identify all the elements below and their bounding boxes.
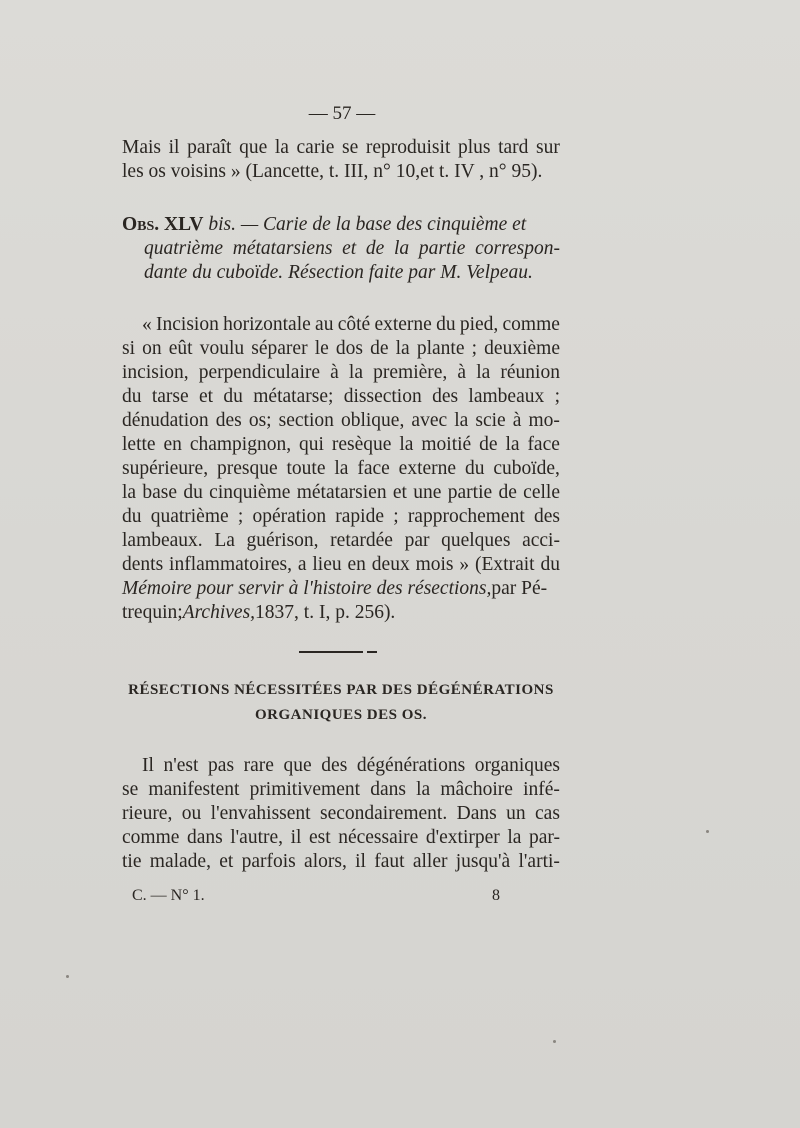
obs-heading-line [144,261,560,285]
text-line [122,601,560,625]
text-line [122,577,560,601]
line-text: les os voisins » (Lancette, t. III, n° 10,et t. IV , n° 95). [122,161,543,182]
section-rule [299,651,363,653]
text-line [142,754,560,778]
text-line [142,313,560,337]
line-text: « Incision horizontale au côté externe du pied, comme [142,314,560,335]
obs-label: Obs. XLV [122,214,204,235]
obs-title-text: quatrième métatarsiens et de la partie correspon- [144,238,560,259]
text-line [122,553,560,577]
paper-speck [553,1040,556,1043]
text-line [122,361,560,385]
line-text: Mais il paraît que la carie se reproduisit plus tard sur [122,137,560,158]
line-text: tie malade, et parfois alors, il faut aller jusqu'à l'arti- [122,851,560,872]
cited-journal: Archives, [182,602,256,623]
text-line [122,457,560,481]
line-text: lette en champignon, qui resèque la moitié de la face [122,434,560,455]
line-text: supérieure, presque toute la face externe du cuboïde, [122,458,560,479]
page-number: — 57 — [308,103,376,124]
line-text: comme dans l'autre, il est nécessaire d'extirper la par- [122,827,560,848]
signature-mark: C. — N° 1. [132,887,205,904]
text-line [122,433,560,457]
obs-title-text: dante du cuboïde. Résection faite par M. Velpeau. [144,262,533,283]
line-text: si on eût voulu séparer le dos de la plante ; deuxième [122,338,560,359]
line-text: se manifestent primitivement dans la mâchoire infé- [122,779,560,800]
signature-number: 8 [492,887,500,904]
text-line [122,826,560,850]
obs-bis: bis. [208,214,236,235]
line-text: dénudation des os; section oblique, avec la scie à mo- [122,410,560,431]
line-text: lambeaux. La guérison, retardée par quelques acci- [122,530,560,551]
paper-speck [706,830,709,833]
text-line [122,409,560,433]
line-text: 1837, t. I, p. 256). [255,602,396,623]
line-text: du quatrième ; opération rapide ; rapprochement des [122,506,560,527]
cited-work-title: Mémoire pour servir à l'histoire des résections, [122,578,492,599]
line-text: Il n'est pas rare que des dégénérations organiques [142,755,560,776]
text-line [122,481,560,505]
paper-speck [66,975,69,978]
text-line [122,385,560,409]
text-line [122,529,560,553]
text-line [122,850,560,874]
section-heading: RÉSECTIONS NÉCESSITÉES PAR DES DÉGÉNÉRATIONS [128,682,554,698]
text-line [122,778,560,802]
text-line [122,337,560,361]
line-text: dents inflammatoires, a lieu en deux mois » (Extrait du [122,554,560,575]
text-line [122,505,560,529]
text-line [122,802,560,826]
obs-heading-line [122,213,560,237]
text-line [122,136,560,160]
line-text: trequin; [122,602,183,623]
line-text: par Pé- [491,578,548,599]
text-line [122,160,560,184]
line-text: incision, perpendiculaire à la première, à la réunion [122,362,560,383]
obs-heading-line [144,237,560,261]
obs-title-text: — Carie de la base des cinquième et [240,214,527,235]
line-text: la base du cinquième métatarsien et une partie de celle [122,482,560,503]
line-text: rieure, ou l'envahissent secondairement. Dans un cas [122,803,560,824]
line-text: du tarse et du métatarse; dissection des lambeaux ; [122,386,560,407]
section-rule [367,651,377,653]
section-heading: ORGANIQUES DES OS. [255,707,427,723]
